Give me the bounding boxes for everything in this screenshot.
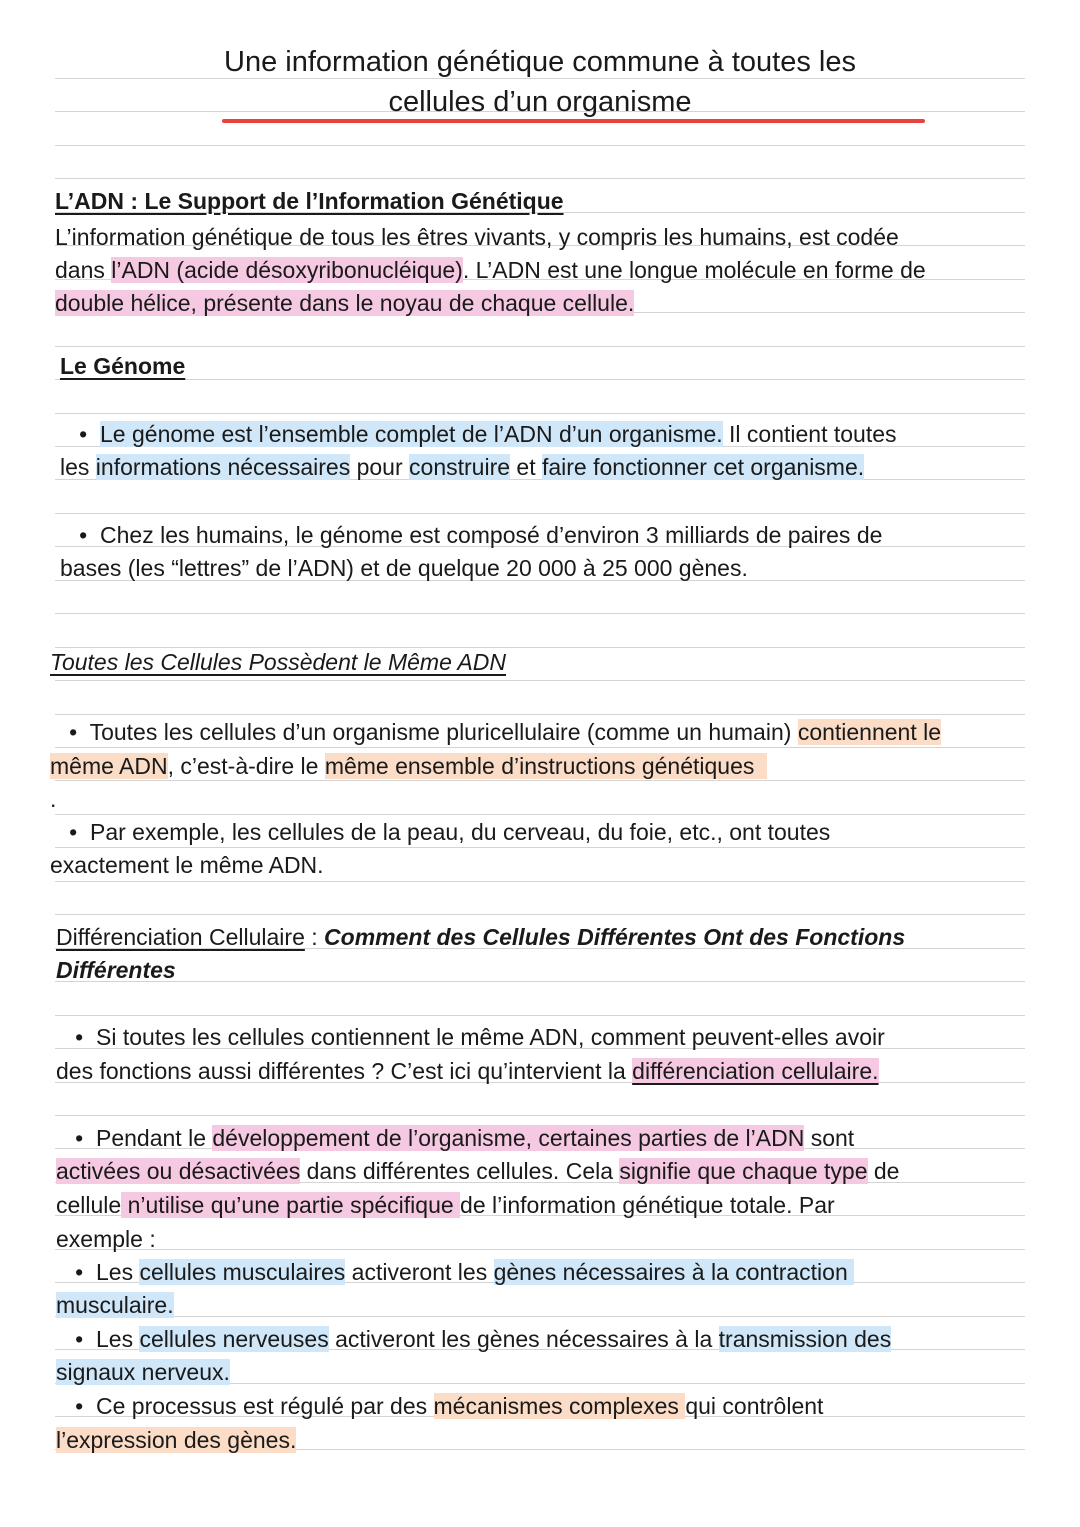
highlighted-text: développement de l’organisme, certaines parties de l’ADN <box>212 1125 805 1151</box>
highlighted-text: musculaire. <box>56 1292 174 1318</box>
text-line <box>60 520 882 550</box>
ruled-line <box>55 814 1025 815</box>
highlighted-text: cellules nerveuses <box>139 1326 329 1352</box>
ruled-line <box>55 413 1025 414</box>
ruled-line <box>55 1316 1025 1317</box>
text-line <box>50 717 941 747</box>
text-line <box>50 784 56 814</box>
text-line <box>56 1123 854 1153</box>
text-line <box>56 1190 835 1220</box>
highlighted-text: même ADN <box>50 753 168 779</box>
text-line <box>50 647 506 677</box>
text-line <box>56 1056 879 1086</box>
text-segment: qui contrôlent <box>685 1393 824 1419</box>
text-segment: bases (les “lettres” de l’ADN) et de quelque 20 000 à 25 000 gènes. <box>60 555 748 581</box>
heading-text: Différentes <box>56 957 176 983</box>
text-segment: activeront les <box>345 1259 494 1285</box>
text-segment: dans <box>55 257 112 283</box>
text-segment: • Les <box>56 1326 140 1352</box>
text-segment: • Pendant le <box>56 1125 213 1151</box>
text-segment: • Toutes les cellules d’un organisme pluricellulaire (comme un humain) <box>50 719 798 745</box>
text-line <box>56 1257 854 1287</box>
highlighted-text: l’expression des gènes. <box>56 1427 297 1453</box>
highlighted-text: activées ou désactivées <box>56 1158 301 1184</box>
ruled-line <box>55 881 1025 882</box>
highlighted-text: informations nécessaires <box>95 454 351 480</box>
text-segment: • Ce processus est régulé par des <box>56 1393 434 1419</box>
heading-text: L’ADN : Le Support de l’Information Génétique <box>55 188 564 214</box>
ruled-line <box>55 747 1025 748</box>
highlighted-text: signifie que chaque type <box>619 1158 868 1184</box>
text-segment: de l’information génétique totale. Par <box>460 1192 835 1218</box>
ruled-line <box>55 346 1025 347</box>
ruled-line <box>55 847 1025 848</box>
highlighted-text: double hélice, présente dans le noyau de chaque cellule. <box>55 290 635 316</box>
highlighted-text: l’ADN (acide désoxyribonucléique) <box>111 257 463 283</box>
highlighted-text: construire <box>409 454 511 480</box>
highlighted-text: contiennent le <box>797 719 942 745</box>
ruled-line <box>55 178 1025 179</box>
text-segment: • <box>60 421 101 447</box>
text-segment: L’information génétique de tous les êtres vivants, y compris les humains, est codée <box>55 224 899 250</box>
text-line <box>56 1156 899 1186</box>
text-segment: dans différentes cellules. Cela <box>300 1158 620 1184</box>
text-segment: Il contient toutes <box>722 421 897 447</box>
ruled-line <box>55 680 1025 681</box>
text-segment: cellule <box>56 1192 122 1218</box>
text-line <box>55 288 634 318</box>
text-segment: • Chez les humains, le génome est composé d’environ 3 milliards de paires de <box>60 522 883 548</box>
text-line <box>55 222 899 252</box>
ruled-line <box>55 714 1025 715</box>
text-segment: . <box>50 786 57 812</box>
text-line <box>60 553 748 583</box>
heading-text: Différenciation Cellulaire <box>56 924 305 950</box>
text-line <box>56 1290 174 1320</box>
text-line <box>55 186 564 216</box>
text-line <box>50 850 324 880</box>
ruled-line <box>55 513 1025 514</box>
highlighted-text: gènes nécessaires à la contraction <box>493 1259 855 1285</box>
heading-text: Toutes les Cellules Possèdent le Même ADN <box>50 649 506 675</box>
text-line <box>55 255 926 285</box>
title-underline <box>222 119 925 123</box>
page-title-line-2: cellules d’un organisme <box>388 86 692 118</box>
text-segment: sont <box>804 1125 855 1151</box>
text-line <box>56 1391 823 1421</box>
text-line <box>50 751 767 781</box>
highlighted-text: transmission des <box>718 1326 892 1352</box>
text-line <box>60 419 897 449</box>
highlighted-text: faire fonctionner cet organisme. <box>541 454 865 480</box>
highlighted-text: mécanismes complexes <box>433 1393 686 1419</box>
text-segment: les <box>60 454 96 480</box>
text-segment: pour <box>350 454 410 480</box>
text-segment: : <box>304 924 325 950</box>
text-segment: • Par exemple, les cellules de la peau, du cerveau, du foie, etc., ont toutes <box>50 819 831 845</box>
text-line <box>56 1425 296 1455</box>
highlighted-text: différenciation cellulaire. <box>632 1058 879 1084</box>
text-line <box>60 452 864 482</box>
text-line <box>60 351 185 381</box>
highlighted-text: même ensemble d’instructions génétiques <box>324 753 768 779</box>
text-segment: de <box>867 1158 900 1184</box>
text-segment: et <box>510 454 542 480</box>
text-segment: , c’est-à-dire le <box>167 753 325 779</box>
highlighted-text: signaux nerveux. <box>56 1359 230 1385</box>
heading-text: Le Génome <box>60 353 186 379</box>
heading-text: Comment des Cellules Différentes Ont des Fonctions <box>324 924 906 950</box>
text-segment: . L’ADN est une longue molécule en forme de <box>462 257 926 283</box>
page-title-line-1: Une information génétique commune à toutes les <box>224 46 856 78</box>
text-segment: • Si toutes les cellules contiennent le même ADN, comment peuvent-elles avoir <box>56 1024 885 1050</box>
text-line <box>56 1324 891 1354</box>
ruled-line <box>55 613 1025 614</box>
text-line <box>56 922 905 952</box>
highlighted-text: cellules musculaires <box>139 1259 346 1285</box>
text-line <box>56 1022 885 1052</box>
text-segment: des fonctions aussi différentes ? C’est ici qu’intervient la <box>56 1058 633 1084</box>
text-line <box>56 1357 230 1387</box>
ruled-line <box>55 145 1025 146</box>
ruled-line <box>55 1115 1025 1116</box>
ruled-line <box>55 379 1025 380</box>
text-line <box>56 955 176 985</box>
text-line <box>50 817 830 847</box>
text-segment: activeront les gènes nécessaires à la <box>328 1326 719 1352</box>
text-line <box>56 1224 156 1254</box>
ruled-line <box>55 914 1025 915</box>
text-segment: exemple : <box>56 1226 156 1252</box>
text-segment: • Les <box>56 1259 140 1285</box>
text-segment: exactement le même ADN. <box>50 852 324 878</box>
highlighted-text: Le génome est l’ensemble complet de l’ADN d’un organisme. <box>100 421 723 447</box>
ruled-line <box>55 981 1025 982</box>
ruled-line <box>55 1249 1025 1250</box>
highlighted-text: n’utilise qu’une partie spécifique <box>121 1192 461 1218</box>
ruled-line <box>55 1015 1025 1016</box>
